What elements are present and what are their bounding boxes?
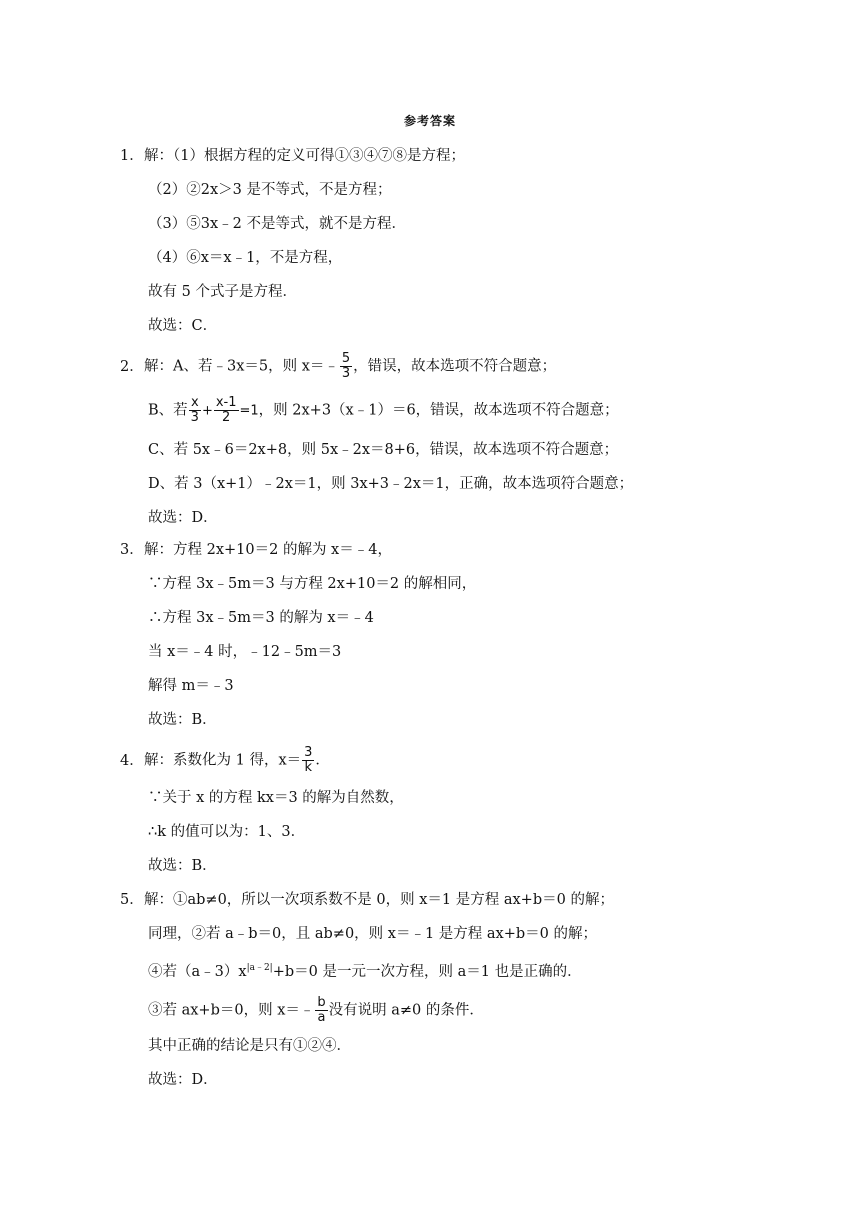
- q1-number: 1．: [120, 148, 144, 164]
- q4-line-1: 4．解：系数化为 1 得，x＝ $\frac{3}{k}$ ．: [120, 745, 330, 775]
- fraction-b-a: $\frac{b}{a}$: [317, 995, 326, 1025]
- q3-line-2: ∵方程 3x﹣5m＝3 与方程 2x+10＝2 的解相同，: [148, 576, 477, 592]
- q3-number: 3．: [120, 542, 144, 558]
- exponent: |a﹣2|: [246, 963, 273, 973]
- q2-line-3: C、若 5x﹣6＝2x+8，则 5x﹣2x＝8+6，错误，故本选项不符合题意；: [148, 442, 619, 458]
- q1-line-4: （4）⑥x＝x﹣1，不是方程，: [148, 250, 343, 266]
- fraction-x-minus-1-2: $\frac{x-1}{2}$: [215, 395, 237, 425]
- q2-line-4: D、若 3（x+1）﹣2x＝1，则 3x+3﹣2x＝1，正确，故本选项符合题意；: [148, 476, 634, 492]
- q1-line-1: 1．解：（1）根据方程的定义可得①③④⑦⑧是方程；: [120, 148, 465, 164]
- q1-line-3: （3）⑤3x﹣2 不是等式，就不是方程．: [148, 216, 406, 232]
- fraction-5-3: $\frac{5}{3}$: [341, 351, 351, 381]
- q5-line-4: ③若 ax+b＝0，则 x＝﹣ $\frac{b}{a}$ 没有说明 a≠0 的条件．: [148, 995, 484, 1025]
- q4-line-3: ∴k 的值可以为：1、3．: [148, 824, 306, 840]
- q3-line-5: 解得 m＝﹣3: [148, 678, 234, 694]
- q1-line-6: 故选：C．: [148, 318, 218, 334]
- q3-line-1: 3．解：方程 2x+10＝2 的解为 x＝﹣4，: [120, 542, 392, 558]
- q4-line-2: ∵关于 x 的方程 kx＝3 的解为自然数，: [148, 790, 404, 806]
- q2-line-2: B、若 $\frac{x}{3}$ + $\frac{x-1}{2}$ =1，则 2x+3（x﹣1）＝6，错误，故本选项不符合题意；: [148, 395, 619, 425]
- q2-number: 2．: [120, 358, 144, 375]
- q3-line-6: 故选：B．: [148, 712, 217, 728]
- q1-line-5: 故有 5 个式子是方程．: [148, 284, 297, 300]
- q2-line-1: 2．解：A、若﹣3x＝5，则 x＝﹣ $\frac{5}{3}$ ，错误，故本选项不符合题意；: [120, 351, 557, 381]
- q5-line-2: 同理，②若 a﹣b＝0，且 ab≠0，则 x＝﹣1 是方程 ax+b＝0 的解；: [148, 926, 597, 942]
- q4-line-4: 故选：B．: [148, 858, 217, 874]
- q5-line-5: 其中正确的结论是只有①②④．: [148, 1038, 351, 1054]
- fraction-3-k: $\frac{3}{k}$: [304, 745, 313, 775]
- q1-line-2: （2）②2x＞3 是不等式，不是方程；: [148, 182, 392, 198]
- q5-line-1: 5．解：①ab≠0，所以一次项系数不是 0，则 x＝1 是方程 ax+b＝0 的解；: [120, 892, 614, 908]
- q3-line-4: 当 x＝﹣4 时，﹣12﹣5m＝3: [148, 644, 342, 660]
- q4-number: 4．: [120, 752, 144, 769]
- q3-line-3: ∴方程 3x﹣5m＝3 的解为 x＝﹣4: [148, 610, 374, 626]
- q5-line-3: ④若$(a﹣3)x^{|a﹣2|}+b=0$ 是一元一次方程，则 a＝1 也是正确的．: [148, 963, 582, 980]
- q5-line-6: 故选：D．: [148, 1072, 218, 1088]
- q5-number: 5．: [120, 892, 144, 908]
- q2-line-5: 故选：D．: [148, 510, 218, 526]
- page-title: 参考答案: [403, 114, 456, 128]
- fraction-x-3: $\frac{x}{3}$: [190, 395, 199, 425]
